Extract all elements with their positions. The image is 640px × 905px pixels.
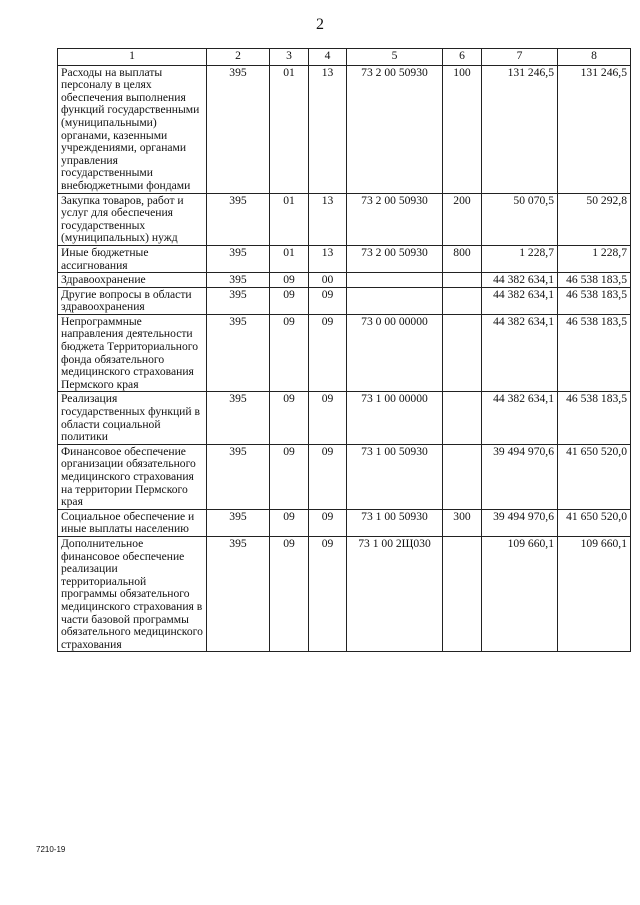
target-article-cell: 73 1 00 50930 bbox=[347, 509, 443, 536]
expense-type-cell bbox=[443, 536, 482, 651]
amount-cell-col8: 46 538 183,5 bbox=[558, 314, 631, 392]
amount-cell-col7: 1 228,7 bbox=[482, 245, 558, 272]
code-cell: 395 bbox=[207, 273, 270, 288]
code-cell: 395 bbox=[207, 193, 270, 245]
budget-table bbox=[57, 48, 631, 652]
subsection-cell: 13 bbox=[309, 193, 347, 245]
amount-cell-col8: 46 538 183,5 bbox=[558, 287, 631, 314]
target-article-cell: 73 1 00 00000 bbox=[347, 392, 443, 444]
subsection-cell: 00 bbox=[309, 273, 347, 288]
section-cell: 09 bbox=[270, 536, 309, 651]
amount-cell-col7: 131 246,5 bbox=[482, 65, 558, 193]
row-name-cell: Расходы на выплаты персоналу в целях обеспечения выполнения функций государственными (муниципальными) органами, казенными учреждениями, органами управления государственными внебюджетными фондами bbox=[58, 65, 207, 193]
row-name-cell: Иные бюджетные ассигнования bbox=[58, 245, 207, 272]
amount-cell-col7: 39 494 970,6 bbox=[482, 509, 558, 536]
expense-type-cell bbox=[443, 273, 482, 288]
section-cell: 09 bbox=[270, 444, 309, 509]
table-row bbox=[58, 509, 631, 536]
section-cell: 09 bbox=[270, 392, 309, 444]
table-row bbox=[58, 65, 631, 193]
row-name-cell: Другие вопросы в области здравоохранения bbox=[58, 287, 207, 314]
row-name-cell: Закупка товаров, работ и услуг для обеспечения государственных (муниципальных) нужд bbox=[58, 193, 207, 245]
table-row bbox=[58, 287, 631, 314]
amount-cell-col7: 44 382 634,1 bbox=[482, 314, 558, 392]
amount-cell-col8: 41 650 520,0 bbox=[558, 444, 631, 509]
amount-cell-col8: 46 538 183,5 bbox=[558, 273, 631, 288]
amount-cell-col8: 109 660,1 bbox=[558, 536, 631, 651]
column-header: 5 bbox=[347, 49, 443, 66]
target-article-cell: 73 2 00 50930 bbox=[347, 245, 443, 272]
code-cell: 395 bbox=[207, 536, 270, 651]
target-article-cell: 73 2 00 50930 bbox=[347, 65, 443, 193]
section-cell: 09 bbox=[270, 273, 309, 288]
target-article-cell: 73 1 00 50930 bbox=[347, 444, 443, 509]
code-cell: 395 bbox=[207, 245, 270, 272]
code-cell: 395 bbox=[207, 392, 270, 444]
expense-type-cell: 300 bbox=[443, 509, 482, 536]
document-code: 7210-19 bbox=[36, 845, 66, 854]
table-header-row bbox=[58, 49, 631, 66]
code-cell: 395 bbox=[207, 65, 270, 193]
table-row bbox=[58, 245, 631, 272]
code-cell: 395 bbox=[207, 287, 270, 314]
subsection-cell: 13 bbox=[309, 245, 347, 272]
row-name-cell: Дополнительное финансовое обеспечение реализации территориальной программы обязательного медицинского страхования в части базовой программы обязательного медицинского страхования bbox=[58, 536, 207, 651]
page-number: 2 bbox=[316, 16, 324, 33]
subsection-cell: 09 bbox=[309, 444, 347, 509]
table-row bbox=[58, 536, 631, 651]
table-row bbox=[58, 273, 631, 288]
expense-type-cell: 800 bbox=[443, 245, 482, 272]
amount-cell-col7: 44 382 634,1 bbox=[482, 287, 558, 314]
amount-cell-col8: 46 538 183,5 bbox=[558, 392, 631, 444]
target-article-cell bbox=[347, 287, 443, 314]
section-cell: 09 bbox=[270, 287, 309, 314]
section-cell: 09 bbox=[270, 314, 309, 392]
amount-cell-col7: 50 070,5 bbox=[482, 193, 558, 245]
row-name-cell: Непрограммные направления деятельности бюджета Территориального фонда обязательного медицинского страхования Пермского края bbox=[58, 314, 207, 392]
expense-type-cell bbox=[443, 392, 482, 444]
amount-cell-col7: 44 382 634,1 bbox=[482, 392, 558, 444]
subsection-cell: 09 bbox=[309, 392, 347, 444]
table-row bbox=[58, 392, 631, 444]
subsection-cell: 09 bbox=[309, 314, 347, 392]
subsection-cell: 09 bbox=[309, 509, 347, 536]
amount-cell-col8: 1 228,7 bbox=[558, 245, 631, 272]
expense-type-cell: 100 bbox=[443, 65, 482, 193]
row-name-cell: Социальное обеспечение и иные выплаты населению bbox=[58, 509, 207, 536]
expense-type-cell bbox=[443, 444, 482, 509]
subsection-cell: 13 bbox=[309, 65, 347, 193]
column-header: 3 bbox=[270, 49, 309, 66]
amount-cell-col7: 44 382 634,1 bbox=[482, 273, 558, 288]
row-name-cell: Реализация государственных функций в области социальной политики bbox=[58, 392, 207, 444]
subsection-cell: 09 bbox=[309, 287, 347, 314]
column-header: 8 bbox=[558, 49, 631, 66]
table-row bbox=[58, 444, 631, 509]
amount-cell-col7: 109 660,1 bbox=[482, 536, 558, 651]
amount-cell-col8: 131 246,5 bbox=[558, 65, 631, 193]
section-cell: 01 bbox=[270, 65, 309, 193]
expense-type-cell: 200 bbox=[443, 193, 482, 245]
row-name-cell: Финансовое обеспечение организации обязательного медицинского страхования на территории Пермского края bbox=[58, 444, 207, 509]
amount-cell-col8: 41 650 520,0 bbox=[558, 509, 631, 536]
amount-cell-col7: 39 494 970,6 bbox=[482, 444, 558, 509]
target-article-cell: 73 0 00 00000 bbox=[347, 314, 443, 392]
code-cell: 395 bbox=[207, 509, 270, 536]
column-header: 6 bbox=[443, 49, 482, 66]
expense-type-cell bbox=[443, 314, 482, 392]
column-header: 1 bbox=[58, 49, 207, 66]
subsection-cell: 09 bbox=[309, 536, 347, 651]
amount-cell-col8: 50 292,8 bbox=[558, 193, 631, 245]
column-header: 4 bbox=[309, 49, 347, 66]
code-cell: 395 bbox=[207, 444, 270, 509]
table-row bbox=[58, 193, 631, 245]
section-cell: 01 bbox=[270, 193, 309, 245]
target-article-cell: 73 1 00 2Щ030 bbox=[347, 536, 443, 651]
section-cell: 01 bbox=[270, 245, 309, 272]
expense-type-cell bbox=[443, 287, 482, 314]
section-cell: 09 bbox=[270, 509, 309, 536]
row-name-cell: Здравоохранение bbox=[58, 273, 207, 288]
target-article-cell bbox=[347, 273, 443, 288]
column-header: 2 bbox=[207, 49, 270, 66]
table-row bbox=[58, 314, 631, 392]
column-header: 7 bbox=[482, 49, 558, 66]
code-cell: 395 bbox=[207, 314, 270, 392]
target-article-cell: 73 2 00 50930 bbox=[347, 193, 443, 245]
